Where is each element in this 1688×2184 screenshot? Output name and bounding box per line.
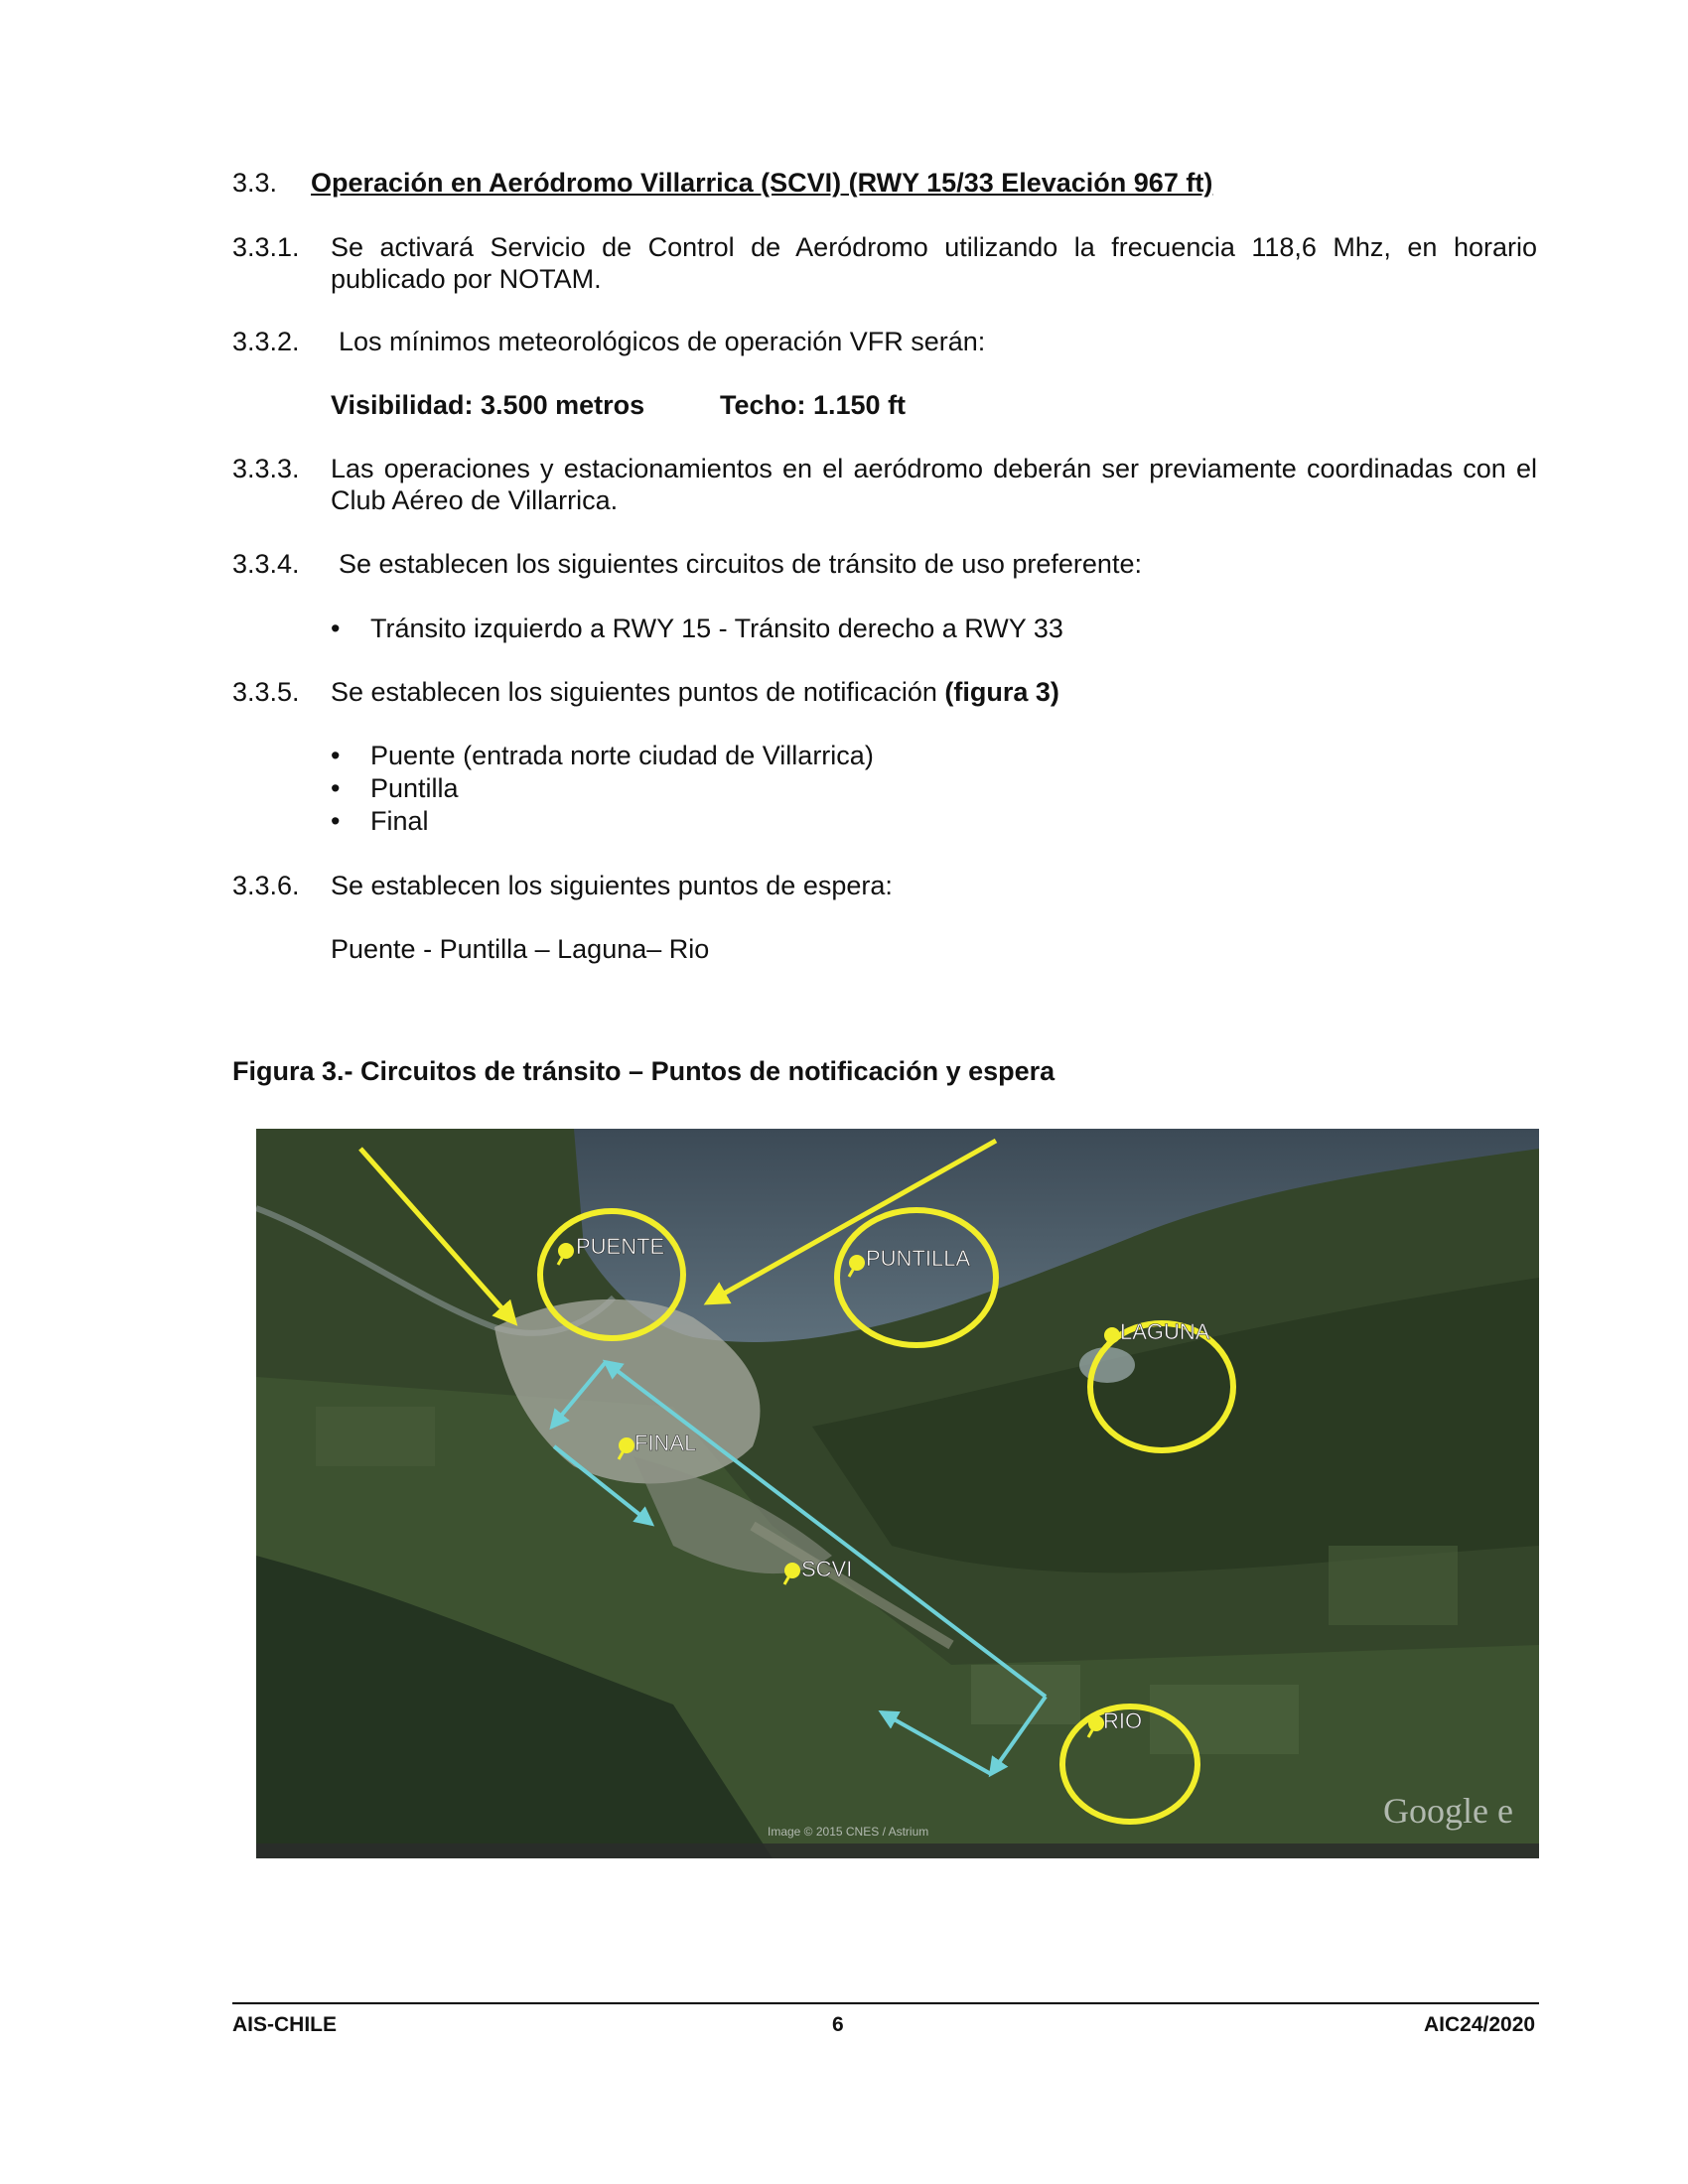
item-text-3-3-1: Se activará Servicio de Control de Aeródromo utilizando la frecuencia 118,6 Mhz, en horario publicado por NOTAM. (331, 232, 1537, 294)
item-text-3-3-3: Las operaciones y estacionamientos en el aeródromo deberán ser previamente coordinadas con el Club Aéreo de Villarrica. (331, 454, 1537, 515)
image-credit: Image © 2015 CNES / Astrium (768, 1825, 929, 1839)
bullet-icon: • (331, 741, 341, 770)
item-number-3-3-3: 3.3.3. (232, 454, 300, 483)
section-title: Operación en Aeródromo Villarrica (SCVI) (RWY 15/33 Elevación 967 ft) (311, 168, 1213, 198)
map-svg (256, 1129, 1539, 1858)
bullet-icon: • (331, 614, 341, 643)
label-puente: PUENTE (576, 1234, 665, 1259)
bullet-icon: • (331, 773, 341, 803)
label-final: FINAL (634, 1431, 697, 1455)
item-number-3-3-1: 3.3.1. (232, 232, 300, 262)
item-text-3-3-5: Se establecen los siguientes puntos de notificación (figura 3) (331, 677, 1059, 707)
item-text-3-3-4: Se establecen los siguientes circuitos de tránsito de uso preferente: (339, 549, 1142, 579)
status-bar (256, 1843, 1539, 1858)
item-number-3-3-6: 3.3.6. (232, 871, 300, 900)
page-number: 6 (832, 2013, 844, 2036)
item-number-3-3-2: 3.3.2. (232, 327, 300, 356)
label-scvi: SCVI (801, 1557, 853, 1581)
item-number-3-3-4: 3.3.4. (232, 549, 300, 579)
footer-rule (232, 2002, 1539, 2004)
satellite-map-figure (256, 1129, 1539, 1858)
item-text-3-3-6: Se establecen los siguientes puntos de espera: (331, 871, 893, 900)
footer-left: AIS-CHILE (232, 2013, 337, 2036)
label-puntilla: PUNTILLA (866, 1246, 971, 1271)
minimum-visibility: Visibilidad: 3.500 metros (331, 390, 645, 420)
watermark: Google e (1383, 1791, 1513, 1831)
minimum-ceiling: Techo: 1.150 ft (720, 390, 907, 420)
label-rio: RIO (1103, 1708, 1143, 1733)
bullet-icon: • (331, 806, 341, 836)
item-text-3-3-2: Los mínimos meteorológicos de operación VFR serán: (339, 327, 986, 356)
field-patch (971, 1665, 1080, 1724)
field-patch (1329, 1546, 1458, 1625)
label-laguna: LAGUNA (1120, 1319, 1210, 1344)
footer-right: AIC24/2020 (1424, 2013, 1536, 2036)
figure-caption: Figura 3.- Circuitos de tránsito – Puntos de notificación y espera (232, 1056, 1055, 1086)
holding-points: Puente - Puntilla – Laguna– Rio (331, 934, 710, 964)
field-patch (316, 1407, 435, 1466)
laguna-water (1079, 1347, 1135, 1383)
section-number: 3.3. (232, 168, 278, 198)
item-number-3-3-5: 3.3.5. (232, 677, 300, 707)
